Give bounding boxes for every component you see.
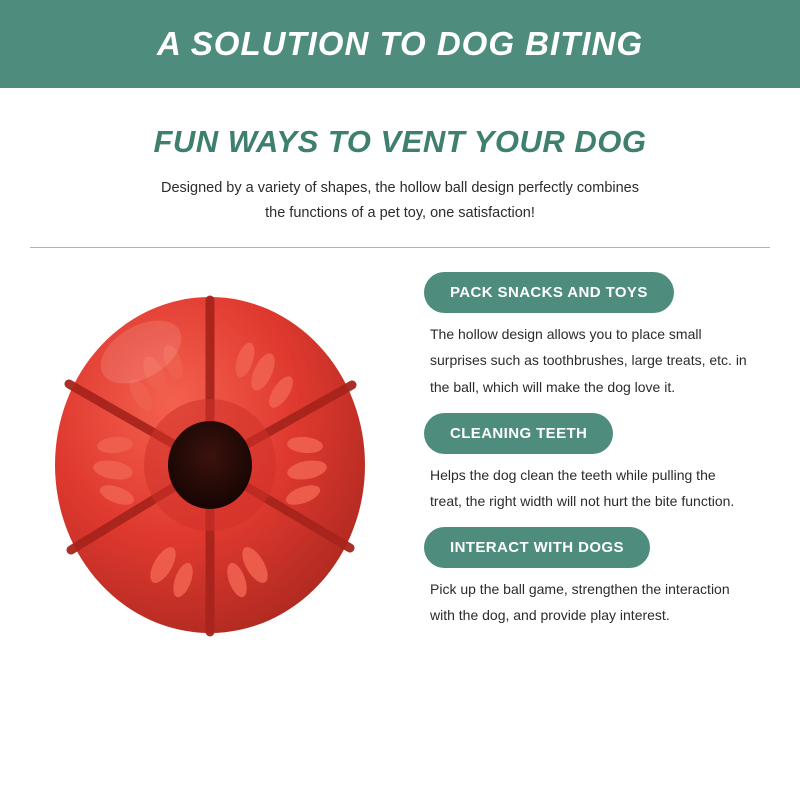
top-banner	[0, 0, 800, 88]
feature-item-3	[424, 527, 774, 629]
features-column	[410, 262, 774, 790]
content-row	[0, 248, 800, 800]
feature-item-1	[424, 272, 774, 401]
headline-section	[0, 88, 800, 227]
product-image-column	[10, 262, 410, 790]
page-subtitle: Designed by a variety of shapes, the hollow ball design perfectly combines the functions of a pet toy, one satisfaction!	[161, 180, 639, 222]
feature-label-interact-with-dogs: INTERACT WITH DOGS	[424, 527, 650, 568]
feature-text-interact-with-dogs: Pick up the ball game, strengthen the interaction with the dog, and provide play interest.	[430, 580, 730, 624]
banner-title: A SOLUTION TO DOG BITING	[157, 25, 643, 62]
dog-ball-illustration	[45, 280, 375, 650]
feature-text-cleaning-teeth: Helps the dog clean the teeth while pulling the treat, the right width will not hurt the bite function.	[430, 466, 735, 510]
feature-label-cleaning-teeth: CLEANING TEETH	[424, 413, 613, 454]
feature-item-2	[424, 413, 774, 515]
page-title: FUN WAYS TO VENT YOUR DOG	[153, 124, 647, 159]
product-ball-image	[45, 280, 375, 650]
feature-text-pack-snacks: The hollow design allows you to place small surprises such as toothbrushes, large treats, etc. in the ball, which will make the dog love it.	[430, 325, 747, 395]
feature-label-pack-snacks: PACK SNACKS AND TOYS	[424, 272, 674, 313]
